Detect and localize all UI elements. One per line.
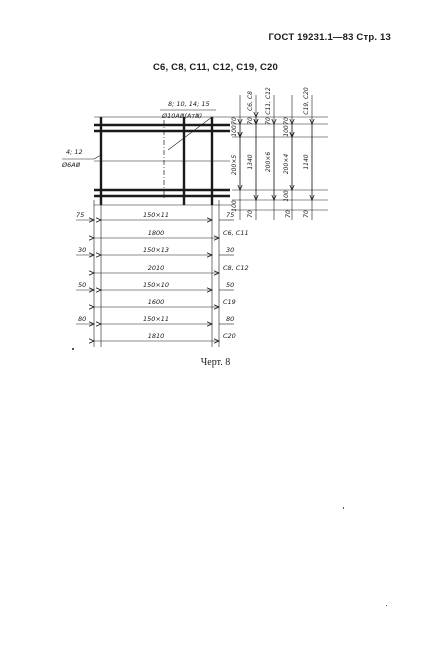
hdim-row3-label: С19 [223,298,236,306]
hdim-row4-left: 80 [78,315,87,323]
left-callout-line2: Ø6АⅢ [62,161,81,169]
longitudinal-bars [94,125,230,196]
vdim-c19c20-d-total: 1140 [303,154,310,170]
vdim-c11c12-d-main: 200×6 [265,151,272,173]
vdim-c6c8-d-100b: 100 [231,200,238,212]
left-callout-line1: 4; 12 [66,148,83,156]
series-title: С6, С8, С11, С12, С19, С20 [152,62,279,73]
hdim-row2-right: 30 [226,246,235,254]
horizontal-extension-lines [94,200,219,347]
vdim-c6c8-d-top: 70 [231,117,238,125]
vdim-c19c20-d-main: 200×4 [283,153,290,175]
vdim-c6c8-d-100a: 100 [231,125,238,137]
vdim-c19c20-d-bot2: 70 [285,210,292,218]
vdim-c6c8-total: 70 [247,117,254,125]
vdim-c11c12-header: С11, С12 [265,87,272,115]
top-callout-line2: Ø10АⅢ(АтⅢ) [162,112,203,120]
vdim-c19c20-d-100b: 100 [283,190,290,202]
hdim-row1-label: С6, С11 [223,229,249,237]
hdim-row3-total: 1600 [147,298,165,306]
hdim-row3-right: 50 [226,281,235,289]
vdim-c11c12-d-top: 70 [265,117,272,125]
scan-speck [72,348,74,350]
scan-speck [343,507,344,509]
hdim-row2-label: С8, С12 [223,264,249,272]
scan-speck [386,605,387,606]
hdim-row2-center: 150×13 [142,246,170,254]
page-header: ГОСТ 19231.1—83 Стр. 13 [268,32,391,43]
hdim-row1-center: 150×11 [142,211,170,219]
vdim-c19c20-d-top: 70 [283,117,290,125]
hdim-row1-left: 75 [76,211,85,219]
vdim-c19c20-d-bot: 70 [303,210,310,218]
hdim-row4-center: 150×11 [142,315,170,323]
hdim-row2-left: 30 [78,246,87,254]
hdim-row4-label: С20 [223,332,236,340]
hdim-row1-total: 1800 [147,229,165,237]
vdim-c19c20-d-100a: 100 [283,125,290,137]
figure-caption: Черт. 8 [200,357,231,368]
hdim-row1-right: 75 [226,211,235,219]
vdim-c11c12-d-bot: 70 [247,210,254,218]
vdim-c6c8-d-main: 200×5 [231,154,238,176]
hdim-row3-center: 150×10 [142,281,170,289]
hdim-row4-total: 1810 [147,332,165,340]
vdim-c11c12-d-total: 1340 [247,154,254,170]
top-callout-line1: 8; 10, 14; 15 [168,100,210,108]
hdim-row3-left: 50 [78,281,87,289]
hdim-row2-total: 2010 [147,264,165,272]
vdim-c19c20-header: С19, С20 [303,87,310,115]
vdim-c6c8-header: С6, С8 [247,91,254,111]
hdim-row4-right: 80 [226,315,235,323]
